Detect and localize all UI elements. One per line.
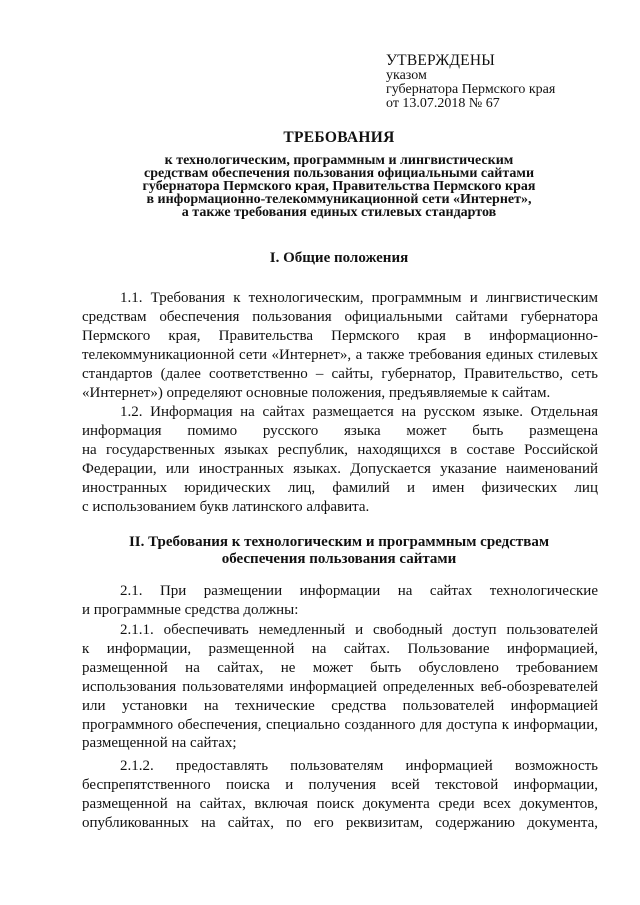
text-line: Федерации, или иностранных языках. Допускается указание наименований <box>82 460 598 477</box>
text-line: 1.1. Требования к технологическим, программным и лингвистическим <box>120 290 598 306</box>
approval-stamp <box>386 52 555 111</box>
title-subtitle-line: средствам обеспечения пользования официальными сайтами <box>143 166 535 181</box>
text-line: размещенной на сайтах, включая поиск документа среди всех документов, <box>82 795 598 812</box>
paragraph-2-1-1 <box>82 621 598 753</box>
text-line: информация помимо русского языка может быть размещена <box>82 422 598 439</box>
text-line: стандартов (далее соответственно – сайты, губернатор, Правительство, сеть <box>82 365 598 382</box>
text-line: размещенной на сайтах, не может быть обусловлено требованием <box>82 659 598 676</box>
paragraph-1-1 <box>82 289 598 402</box>
text-line: 2.1. При размещении информации на сайтах технологические <box>120 583 598 599</box>
section-1-heading: I. Общие положения <box>269 250 409 266</box>
approval-line: указом <box>386 68 427 83</box>
approval-line: губернатора Пермского края <box>386 82 556 97</box>
text-line: к информации, размещенной на сайтах. Пользование информацией, <box>82 640 598 657</box>
text-line: или установки на технические средства пользователей информацией <box>82 697 598 714</box>
text-line: на государственных языках республик, находящихся в составе Российской <box>82 441 598 458</box>
text-line: иностранных юридических лиц, фамилий и имен физических лиц <box>82 479 598 496</box>
text-line: Пермского края, Правительства Пермского края в информационно- <box>82 327 598 344</box>
approval-heading: УТВЕРЖДЕНЫ <box>386 52 495 69</box>
title-subtitle-line: губернатора Пермского края, Правительства Пермского края <box>142 179 536 194</box>
text-line: «Интернет») определяют основные положения, предъявляемые к сайтам. <box>82 384 551 401</box>
section-2-heading-line: обеспечения пользования сайтами <box>221 551 457 567</box>
text-line: размещенной на сайтах; <box>82 735 237 752</box>
approval-date: от 13.07.2018 № 67 <box>386 96 500 111</box>
text-line: 1.2. Информация на сайтах размещается на русском языке. Отдельная <box>120 404 598 420</box>
text-line: телекоммуникационной сети «Интернет», а также требования единых стилевых <box>82 346 598 363</box>
section-2-heading-line: II. Требования к технологическим и программным средствам <box>128 534 550 550</box>
text-line: с использованием букв латинского алфавита. <box>82 498 370 515</box>
title-subtitle-line: в информационно-телекоммуникационной сети «Интернет», <box>146 192 532 207</box>
text-line: использования пользователями информацией определенных веб-обозревателей <box>82 678 598 695</box>
text-line: 2.1.2. предоставлять пользователям информацией возможность <box>120 758 598 774</box>
text-line: программного обеспечения, специально созданного для доступа к информации, <box>82 716 598 733</box>
paragraph-2-1 <box>82 582 598 620</box>
title-main: ТРЕБОВАНИЯ <box>283 129 395 146</box>
text-line: опубликованных на сайтах, по его реквизитам, содержанию документа, <box>82 814 598 831</box>
document-title <box>80 128 598 219</box>
text-line: и программные средства должны: <box>82 601 299 618</box>
title-subtitle-line: а также требования единых стилевых стандартов <box>181 205 497 220</box>
title-subtitle-line: к технологическим, программным и лингвистическим <box>164 153 514 168</box>
paragraph-2-1-2 <box>82 757 598 833</box>
paragraph-1-2 <box>82 403 598 516</box>
text-line: беспрепятственного поиска и получения всей текстовой информации, <box>82 776 598 793</box>
text-line: 2.1.1. обеспечивать немедленный и свободный доступ пользователей <box>120 622 598 638</box>
section-2-heading <box>80 534 598 568</box>
text-line: средствам обеспечения пользования официальными сайтами губернатора <box>82 308 598 325</box>
